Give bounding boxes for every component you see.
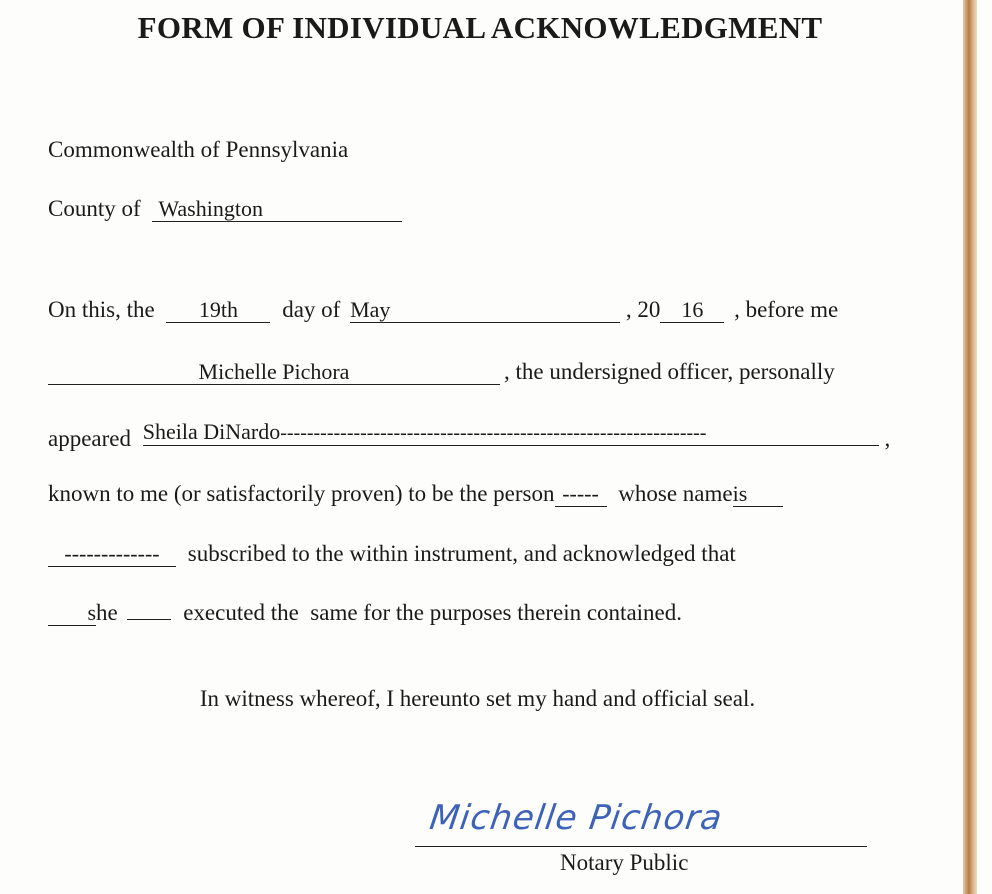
appeared-name: Sheila DiNardo: [142, 420, 281, 444]
executed-line: [48, 600, 682, 626]
county-label: County of: [48, 196, 141, 221]
signature-line: [415, 846, 867, 847]
notary-public-caption: Notary Public: [560, 850, 689, 875]
whose-name-label: whose name: [618, 481, 733, 506]
state-line: Commonwealth of Pennsylvania: [48, 137, 349, 162]
pronoun-he: he: [96, 600, 118, 625]
appeared-dashes: ----------------------------------------------------------------: [280, 422, 707, 444]
subscribed-text: subscribed to the within instrument, and acknowledged that: [187, 541, 736, 566]
person-plural-field: -----: [555, 482, 607, 507]
day-field: 19th: [166, 298, 270, 323]
officer-line: [48, 359, 835, 385]
year-prefix: , 20: [625, 297, 661, 322]
pronoun-trailing-field: [127, 619, 171, 620]
day-of-label: day of: [282, 297, 341, 322]
executed-text: executed the same for the purposes therein contained.: [183, 600, 682, 625]
verb-field: is: [733, 482, 783, 507]
notary-signature: Michelle Pichora: [427, 798, 726, 838]
appeared-suffix: ,: [884, 426, 891, 451]
form-title: FORM OF INDIVIDUAL ACKNOWLEDGMENT: [137, 10, 823, 45]
county-field: Washington: [152, 197, 402, 222]
officer-name-field: Michelle Pichora: [48, 360, 500, 385]
pronoun-field: s: [48, 601, 96, 626]
date-prefix: On this, the: [48, 297, 155, 322]
appeared-label: appeared: [48, 426, 131, 451]
subscribed-line: [48, 541, 736, 567]
witness-line: In witness whereof, I hereunto set my hand and official seal.: [199, 686, 756, 711]
year-field: 16: [660, 298, 724, 323]
appeared-line: [48, 420, 890, 452]
known-text: known to me (or satisfactorily proven) to be the person: [48, 481, 555, 506]
date-suffix: , before me: [734, 297, 839, 322]
known-line: [48, 481, 783, 507]
officer-suffix: , the undersigned officer, personally: [504, 359, 835, 384]
month-field: May: [350, 298, 620, 323]
county-line: [48, 196, 402, 222]
subscribed-fill: -------------: [48, 542, 176, 567]
appeared-name-field: [143, 420, 879, 446]
date-line: [48, 297, 838, 323]
page-edge: [963, 0, 977, 894]
